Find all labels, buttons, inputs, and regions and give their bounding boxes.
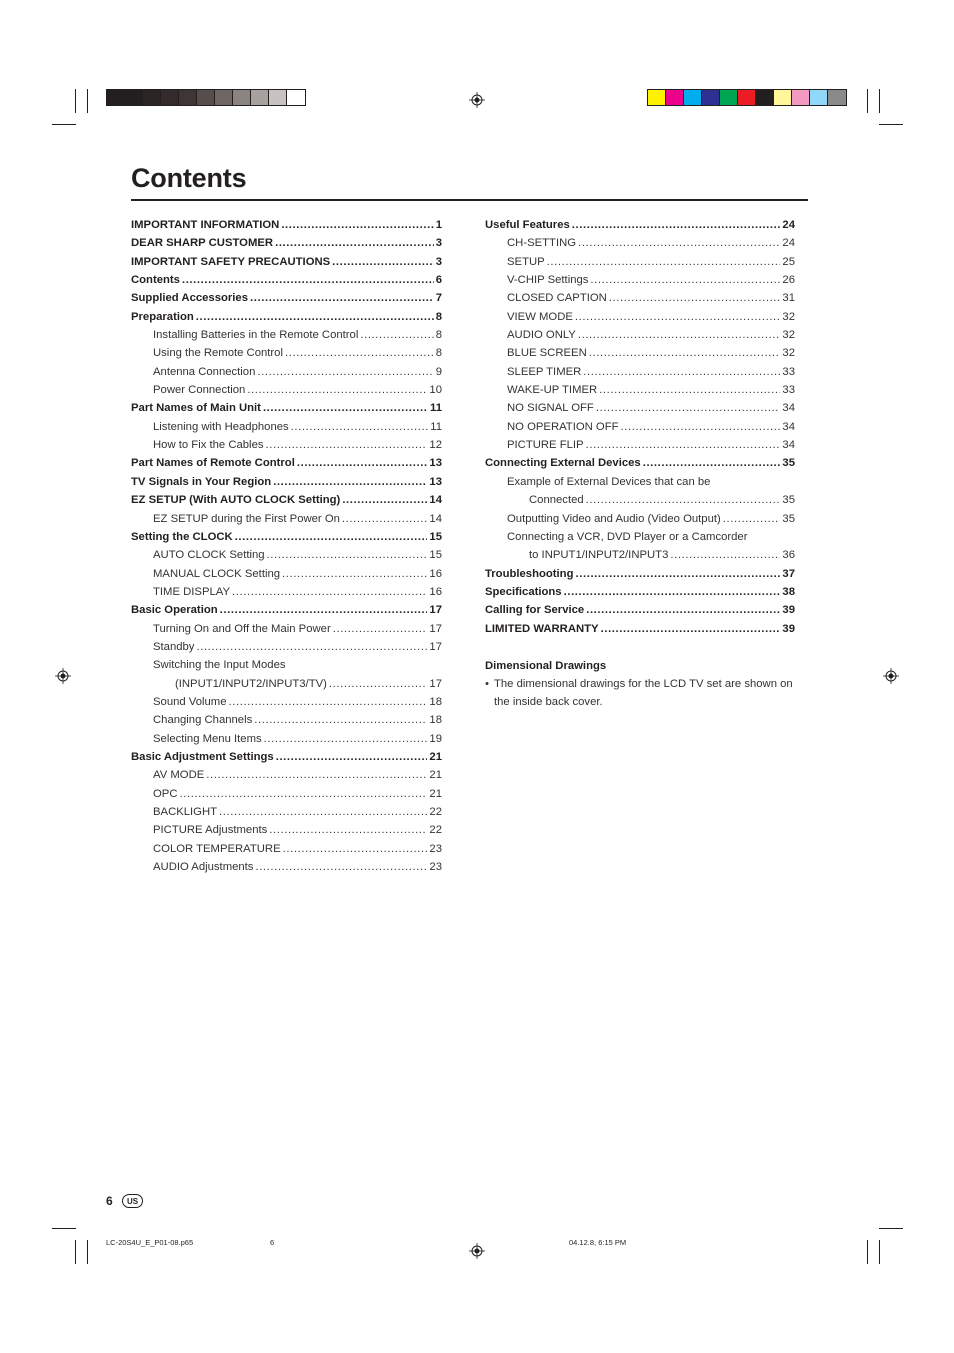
crop-mark	[879, 124, 903, 125]
toc-entry[interactable]	[485, 473, 795, 491]
toc-entry-label: CLOSED CAPTION	[507, 292, 607, 305]
toc-entry-page: 22	[429, 824, 442, 837]
toc-leader-dots	[586, 601, 780, 619]
toc-leader-dots	[596, 399, 781, 417]
toc-entry-page: 12	[429, 439, 442, 452]
process-color-bar	[647, 89, 847, 106]
toc-entry-page: 9	[435, 365, 442, 378]
crop-mark	[867, 89, 868, 113]
toc-leader-dots	[283, 840, 428, 858]
toc-leader-dots	[583, 363, 780, 381]
crop-mark	[879, 1240, 880, 1264]
toc-entry-page: 17	[429, 677, 442, 690]
toc-entry-label: Sound Volume	[153, 695, 227, 708]
toc-entry-page: 33	[782, 384, 795, 397]
toc-entry-label: IMPORTANT INFORMATION	[131, 219, 280, 231]
toc-leader-dots	[575, 308, 781, 326]
toc-entry[interactable]	[131, 730, 442, 748]
toc-entry-label: Selecting Menu Items	[153, 732, 262, 745]
toc-entry[interactable]	[485, 308, 795, 326]
toc-leader-dots	[609, 289, 781, 307]
toc-leader-dots	[254, 711, 427, 729]
toc-leader-dots	[291, 418, 429, 436]
dimensional-drawings-note	[485, 657, 810, 711]
toc-entry-page: 16	[429, 585, 442, 598]
toc-entry-page: 26	[782, 274, 795, 287]
toc-leader-dots	[723, 510, 781, 528]
toc-leader-dots	[572, 216, 781, 234]
toc-entry[interactable]	[485, 216, 795, 234]
toc-leader-dots	[255, 858, 427, 876]
color-swatch	[666, 90, 684, 105]
toc-leader-dots	[282, 565, 427, 583]
toc-entry-page: 36	[782, 549, 795, 562]
toc-leader-dots	[219, 803, 427, 821]
toc-entry[interactable]	[131, 638, 442, 656]
toc-entry-page: 8	[435, 329, 442, 342]
toc-entry-page: 17	[429, 640, 442, 653]
toc-entry[interactable]	[485, 399, 795, 417]
toc-leader-dots	[670, 546, 780, 564]
toc-entry[interactable]	[131, 289, 442, 307]
toc-entry-page: 16	[429, 567, 442, 580]
toc-entry-page: 32	[782, 347, 795, 360]
toc-entry-label: Standby	[153, 640, 195, 653]
toc-entry-label: CH-SETTING	[507, 237, 577, 250]
toc-entry-label: Basic Operation	[131, 604, 218, 617]
toc-leader-dots	[275, 234, 434, 252]
toc-entry[interactable]	[485, 528, 795, 546]
toc-entry[interactable]	[131, 418, 442, 436]
toc-entry-label: to INPUT1/INPUT2/INPUT3	[529, 549, 669, 562]
color-swatch	[792, 90, 810, 105]
toc-entry[interactable]	[131, 620, 442, 638]
toc-leader-dots	[235, 528, 428, 546]
toc-entry-label: BACKLIGHT	[153, 806, 218, 818]
toc-entry[interactable]	[131, 546, 442, 564]
color-swatch	[269, 90, 287, 105]
toc-leader-dots	[329, 675, 428, 693]
dimensional-drawings-bullet	[485, 675, 810, 693]
color-swatch	[233, 90, 251, 105]
color-swatch	[774, 90, 792, 105]
toc-entry[interactable]	[485, 583, 795, 601]
toc-leader-dots	[250, 289, 434, 307]
toc-entry-page: 10	[429, 384, 442, 397]
toc-entry-label: Installing Batteries in the Remote Control	[153, 329, 359, 342]
toc-entry-label: Calling for Service	[485, 604, 585, 617]
toc-entry-page: 21	[429, 750, 442, 763]
toc-entry-label: Contents	[131, 274, 180, 287]
toc-entry-label: (INPUT1/INPUT2/INPUT3/TV)	[175, 677, 327, 690]
toc-entry-label: NO SIGNAL OFF	[507, 402, 594, 415]
registration-mark-icon	[883, 668, 899, 684]
toc-entry[interactable]	[485, 234, 795, 252]
toc-entry-label: DEAR SHARP CUSTOMER	[131, 237, 274, 250]
toc-entry-page: 23	[429, 861, 442, 874]
toc-entry[interactable]	[485, 289, 795, 307]
registration-mark-icon	[55, 668, 71, 684]
toc-entry-label: Antenna Connection	[153, 365, 256, 378]
toc-entry[interactable]	[131, 766, 442, 784]
toc-entry-page: 15	[429, 549, 442, 562]
toc-entry[interactable]	[485, 381, 795, 399]
toc-entry[interactable]	[131, 381, 442, 399]
toc-leader-dots	[257, 363, 433, 381]
toc-entry-page: 8	[435, 310, 442, 323]
color-swatch	[810, 90, 828, 105]
crop-mark	[87, 89, 88, 113]
toc-leader-dots	[179, 785, 427, 803]
toc-entry-label: Using the Remote Control	[153, 347, 283, 360]
toc-leader-dots	[247, 381, 427, 399]
toc-entry-page: 15	[429, 530, 442, 543]
bullet-glyph: •	[485, 678, 489, 690]
toc-entry-label: How to Fix the Cables	[153, 439, 264, 452]
toc-leader-dots	[332, 253, 434, 271]
toc-entry-label: TV Signals in Your Region	[131, 475, 272, 488]
toc-entry-label: Turning On and Off the Main Power	[153, 622, 331, 635]
toc-entry-label: EZ SETUP during the First Power On	[153, 512, 340, 525]
color-swatch	[738, 90, 756, 105]
toc-entry[interactable]	[131, 473, 442, 491]
page-number: 6	[106, 1194, 113, 1208]
toc-entry-page: 14	[429, 512, 442, 525]
toc-leader-dots	[229, 693, 428, 711]
color-swatch	[720, 90, 738, 105]
toc-entry-page: 24	[782, 219, 795, 231]
toc-entry[interactable]	[131, 840, 442, 858]
toc-entry-label: AUTO CLOCK Setting	[153, 549, 265, 562]
toc-entry-page: 1	[435, 219, 442, 231]
crop-mark	[75, 89, 76, 113]
toc-leader-dots	[281, 216, 433, 234]
color-swatch	[287, 90, 305, 105]
toc-entry-label: Connecting a VCR, DVD Player or a Camcorder	[507, 530, 748, 543]
registration-mark-icon	[469, 92, 485, 108]
dimensional-drawings-heading: Dimensional Drawings	[485, 660, 607, 672]
grayscale-color-bar	[106, 89, 306, 106]
toc-leader-dots	[578, 326, 781, 344]
toc-entry[interactable]	[131, 601, 442, 619]
color-swatch	[107, 90, 125, 105]
toc-entry[interactable]	[485, 253, 795, 271]
toc-entry[interactable]	[131, 308, 442, 326]
toc-entry[interactable]	[131, 748, 442, 766]
toc-leader-dots	[269, 821, 427, 839]
toc-entry[interactable]	[485, 546, 795, 564]
toc-entry-page: 34	[782, 439, 795, 452]
toc-entry[interactable]	[485, 491, 795, 509]
crop-mark	[52, 124, 76, 125]
crop-mark	[52, 1228, 76, 1229]
toc-entry[interactable]	[131, 528, 442, 546]
toc-entry[interactable]	[485, 601, 795, 619]
file-page: 6	[270, 1238, 275, 1247]
toc-leader-dots	[586, 436, 781, 454]
toc-entry-page: 11	[430, 420, 442, 433]
toc-entry-label: BLUE SCREEN	[507, 347, 587, 360]
toc-entry-page: 39	[782, 604, 795, 617]
toc-entry-label: OPC	[153, 787, 178, 800]
toc-entry-page: 39	[782, 622, 795, 635]
color-swatch	[179, 90, 197, 105]
crop-mark	[867, 1240, 868, 1264]
toc-entry[interactable]	[131, 491, 442, 509]
toc-leader-dots	[589, 344, 781, 362]
toc-entry-page: 35	[782, 512, 795, 525]
toc-entry[interactable]	[131, 399, 442, 417]
toc-entry-label: Switching the Input Modes	[153, 659, 286, 672]
toc-entry-label: Power Connection	[153, 384, 246, 397]
toc-entry-label: SETUP	[507, 255, 545, 268]
toc-leader-dots	[220, 601, 428, 619]
toc-entry[interactable]	[131, 711, 442, 729]
toc-leader-dots	[276, 748, 428, 766]
toc-leader-dots	[564, 583, 781, 601]
toc-leader-dots	[643, 454, 781, 472]
toc-entry-page: 34	[782, 402, 795, 415]
toc-entry[interactable]	[131, 271, 442, 289]
toc-entry[interactable]	[485, 418, 795, 436]
toc-entry-label: AUDIO ONLY	[507, 329, 576, 342]
toc-entry[interactable]	[131, 363, 442, 381]
toc-entry-page: 6	[435, 274, 442, 287]
toc-leader-dots	[196, 308, 434, 326]
toc-entry-label: Setting the CLOCK	[131, 530, 233, 543]
toc-entry[interactable]	[485, 620, 795, 638]
dimensional-drawings-text-line2: the inside back cover.	[494, 696, 603, 708]
color-swatch	[684, 90, 702, 105]
toc-entry-label: TIME DISPLAY	[153, 585, 231, 598]
toc-entry-page: 35	[782, 494, 795, 507]
toc-entry-label: Changing Channels	[153, 714, 253, 727]
toc-entry[interactable]	[131, 216, 442, 234]
toc-entry-label: NO OPERATION OFF	[507, 420, 619, 433]
toc-entry[interactable]	[485, 271, 795, 289]
toc-entry-label: IMPORTANT SAFETY PRECAUTIONS	[131, 255, 331, 268]
toc-entry-label: Connected	[529, 494, 584, 507]
toc-leader-dots	[267, 546, 428, 564]
toc-entry-label: MANUAL CLOCK Setting	[153, 567, 281, 580]
color-swatch	[197, 90, 215, 105]
toc-entry[interactable]	[131, 253, 442, 271]
toc-entry-label: WAKE-UP TIMER	[507, 384, 598, 397]
toc-entry[interactable]	[485, 510, 795, 528]
toc-entry-label: SLEEP TIMER	[507, 365, 582, 378]
toc-entry-page: 32	[782, 329, 795, 342]
toc-entry-label: Basic Adjustment Settings	[131, 750, 274, 763]
toc-entry-page: 24	[782, 237, 795, 250]
color-swatch	[215, 90, 233, 105]
toc-entry-page: 13	[429, 457, 442, 470]
toc-leader-dots	[586, 491, 781, 509]
toc-entry[interactable]	[485, 436, 795, 454]
toc-entry[interactable]	[131, 693, 442, 711]
toc-entry-page: 38	[782, 585, 795, 598]
toc-entry[interactable]	[131, 454, 442, 472]
color-swatch	[161, 90, 179, 105]
toc-entry-page: 13	[429, 475, 442, 488]
color-swatch	[125, 90, 143, 105]
toc-entry-label: Preparation	[131, 310, 194, 323]
toc-leader-dots	[182, 271, 434, 289]
toc-entry-label: V-CHIP Settings	[507, 274, 589, 287]
toc-entry[interactable]	[131, 436, 442, 454]
toc-right-column	[485, 216, 795, 638]
toc-entry-page: 25	[782, 255, 795, 268]
toc-entry-page: 23	[429, 842, 442, 855]
toc-leader-dots	[621, 418, 781, 436]
toc-entry[interactable]	[131, 656, 442, 674]
toc-entry-label: COLOR TEMPERATURE	[153, 842, 281, 855]
toc-entry[interactable]	[485, 454, 795, 472]
region-badge: US	[122, 1194, 143, 1208]
toc-entry[interactable]	[131, 583, 442, 601]
page-title: Contents	[131, 163, 247, 193]
toc-leader-dots	[601, 620, 781, 638]
toc-leader-dots	[264, 730, 428, 748]
toc-entry-page: 31	[782, 292, 795, 305]
dimensional-drawings-text-line1: The dimensional drawings for the LCD TV set are shown on	[494, 678, 793, 690]
toc-leader-dots	[196, 638, 427, 656]
registration-mark-icon	[469, 1243, 485, 1259]
toc-entry[interactable]	[131, 344, 442, 362]
toc-entry-page: 14	[429, 494, 442, 507]
toc-left-column	[131, 216, 442, 876]
toc-entry[interactable]	[131, 803, 442, 821]
toc-entry[interactable]	[131, 565, 442, 583]
toc-entry-label: Example of External Devices that can be	[507, 475, 711, 488]
toc-leader-dots	[206, 766, 427, 784]
toc-leader-dots	[599, 381, 780, 399]
toc-leader-dots	[297, 454, 428, 472]
toc-entry-label: Useful Features	[485, 219, 570, 231]
crop-mark	[87, 1240, 88, 1264]
toc-entry-page: 17	[429, 622, 442, 635]
color-swatch	[702, 90, 720, 105]
toc-entry-page: 18	[429, 695, 442, 708]
toc-entry-label: EZ SETUP (With AUTO CLOCK Setting)	[131, 494, 341, 507]
toc-leader-dots	[575, 565, 780, 583]
toc-entry[interactable]	[485, 326, 795, 344]
color-swatch	[648, 90, 666, 105]
toc-leader-dots	[360, 326, 433, 344]
color-swatch	[143, 90, 161, 105]
toc-entry-label: Supplied Accessories	[131, 292, 248, 305]
toc-entry-page: 3	[435, 237, 442, 250]
toc-entry[interactable]	[131, 821, 442, 839]
toc-entry-page: 17	[429, 604, 442, 617]
toc-entry-page: 7	[435, 292, 442, 305]
toc-entry-label: Specifications	[485, 585, 562, 598]
toc-entry[interactable]	[131, 785, 442, 803]
toc-entry-label: Outputting Video and Audio (Video Output)	[507, 512, 721, 525]
toc-leader-dots	[342, 510, 428, 528]
toc-leader-dots	[266, 436, 428, 454]
toc-leader-dots	[263, 399, 428, 417]
dimensional-drawings-bullet-cont	[485, 693, 810, 711]
toc-entry-page: 21	[429, 769, 442, 782]
toc-entry-label: Part Names of Main Unit	[131, 402, 261, 415]
toc-entry[interactable]	[131, 858, 442, 876]
title-divider	[131, 199, 808, 201]
toc-entry-page: 33	[782, 365, 795, 378]
toc-entry-page: 32	[782, 310, 795, 323]
toc-entry-label: Listening with Headphones	[153, 420, 289, 433]
file-name: LC-20S4U_E_P01-08.p65	[106, 1238, 194, 1247]
color-swatch	[756, 90, 774, 105]
toc-entry-page: 34	[782, 420, 795, 433]
toc-entry[interactable]	[485, 344, 795, 362]
toc-entry[interactable]	[131, 326, 442, 344]
print-timestamp: 04.12.8, 6:15 PM	[569, 1238, 627, 1247]
toc-leader-dots	[547, 253, 781, 271]
toc-entry-label: Connecting External Devices	[485, 457, 641, 470]
toc-leader-dots	[285, 344, 434, 362]
toc-entry-label: AV MODE	[153, 769, 205, 782]
color-swatch	[828, 90, 846, 105]
toc-entry-page: 8	[435, 347, 442, 360]
toc-entry[interactable]	[131, 234, 442, 252]
toc-entry-label: VIEW MODE	[507, 310, 573, 323]
toc-entry-page: 35	[782, 457, 795, 470]
crop-mark	[879, 1228, 903, 1229]
crop-mark	[75, 1240, 76, 1264]
toc-leader-dots	[333, 620, 428, 638]
toc-entry-page: 19	[429, 732, 442, 745]
toc-entry-page: 3	[435, 255, 442, 268]
toc-entry-label: PICTURE FLIP	[507, 439, 584, 452]
toc-entry-page: 37	[782, 567, 795, 580]
toc-entry-page: 18	[429, 714, 442, 727]
toc-entry-label: AUDIO Adjustments	[153, 861, 254, 874]
toc-leader-dots	[232, 583, 427, 601]
toc-entry[interactable]	[131, 510, 442, 528]
toc-leader-dots	[273, 473, 427, 491]
toc-entry-page: 21	[429, 787, 442, 800]
toc-leader-dots	[578, 234, 780, 252]
crop-mark	[879, 89, 880, 113]
toc-entry-page: 22	[429, 806, 442, 818]
toc-leader-dots	[342, 491, 427, 509]
toc-entry[interactable]	[485, 363, 795, 381]
toc-entry-page: 11	[430, 402, 442, 415]
toc-entry[interactable]	[131, 675, 442, 693]
toc-entry-label: LIMITED WARRANTY	[485, 622, 599, 635]
toc-entry-label: Troubleshooting	[485, 567, 574, 580]
toc-entry-label: PICTURE Adjustments	[153, 824, 268, 837]
toc-entry[interactable]	[485, 565, 795, 583]
color-swatch	[251, 90, 269, 105]
toc-leader-dots	[590, 271, 780, 289]
toc-entry-label: Part Names of Remote Control	[131, 457, 295, 470]
